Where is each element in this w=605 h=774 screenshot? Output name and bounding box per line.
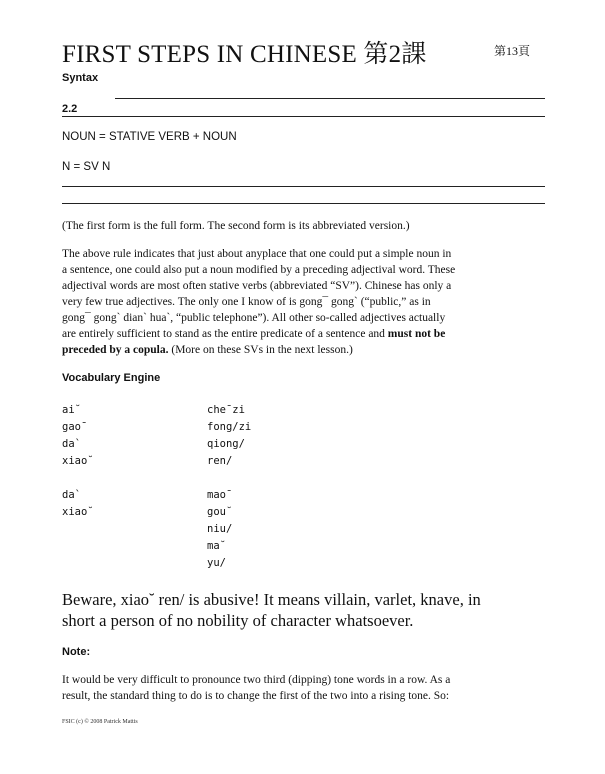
paragraph-line: very few true adjectives. The only one I know of is gong¯ gong` (“public,” as in [62, 296, 431, 308]
vocab-item-right: fong/zi [207, 421, 252, 433]
paragraph-line: adjectival words are most often stative verbs (abbreviated “SV”). Chinese has only a [62, 280, 452, 292]
vocab-item-right: gou˘ [207, 506, 233, 518]
paragraph-line [62, 342, 552, 358]
vocab-item-left: gao¯ [62, 421, 88, 433]
rule-mid-1 [62, 186, 545, 187]
paragraph-text: (More on these SVs in the next lesson.) [168, 344, 353, 356]
beware-line: short a person of no nobility of character whatsoever. [62, 611, 414, 630]
beware-callout [62, 589, 481, 631]
vocab-heading: Vocabulary Engine [62, 372, 161, 384]
formula-short: N = SV N [62, 161, 111, 173]
rule-mid-2 [62, 203, 545, 204]
note-heading: Note: [62, 646, 91, 658]
vocab-item-right: che¯zi [207, 404, 245, 416]
paragraph-text: are entirely sufficient to stand as the entire predicate of a sentence and [62, 328, 385, 340]
note-line: It would be very difficult to pronounce two third (dipping) tone words in a row. As a [62, 674, 451, 686]
paragraph-line: gong¯ gong` dian` hua`, “public telephone”). All other so-called adjectives actually [62, 312, 446, 324]
vocab-item-left: xiao˘ [62, 506, 94, 518]
rule-top-1 [115, 98, 545, 99]
formula-full: NOUN = STATIVE VERB + NOUN [62, 131, 237, 143]
syntax-heading: Syntax [62, 72, 99, 84]
vocab-item-left: xiao˘ [62, 455, 94, 467]
beware-line: Beware, xiao˘ ren/ is abusive! It means villain, varlet, knave, in [62, 590, 481, 609]
paragraph-bold: preceded by a copula. [62, 344, 169, 356]
vocab-item-right: qiong/ [207, 438, 245, 450]
vocab-item-left: ai˘ [62, 404, 81, 416]
vocab-item-right: yu/ [207, 557, 226, 569]
vocab-item-right: mao¯ [207, 489, 233, 501]
note-line: result, the standard thing to do is to change the first of the two into a rising tone. So: [62, 690, 450, 702]
paragraph-line [62, 326, 552, 342]
page-number: 第13頁 [494, 44, 531, 58]
page-title: FIRST STEPS IN CHINESE 第2課 [62, 41, 427, 68]
paragraph-syntax [62, 246, 552, 358]
paragraph-line: The above rule indicates that just about anyplace that one could put a simple noun in [62, 248, 452, 260]
vocab-item-left: da` [62, 438, 81, 450]
section-number: 2.2 [62, 103, 78, 115]
forms-note: (The first form is the full form. The second form is its abbreviated version.) [62, 220, 410, 232]
paragraph-bold: must not be [387, 328, 446, 340]
vocab-item-left: da` [62, 489, 81, 501]
rule-top-2 [62, 116, 545, 117]
vocab-item-right: niu/ [207, 523, 233, 535]
vocab-item-right: ren/ [207, 455, 233, 467]
footer-copyright: FSIC (c) © 2008 Patrick Mattis [62, 719, 138, 725]
note-paragraph [62, 672, 450, 704]
vocab-item-right: ma˘ [207, 540, 226, 552]
paragraph-line: a sentence, one could also put a noun modified by a preceding adjectival word. These [62, 264, 456, 276]
